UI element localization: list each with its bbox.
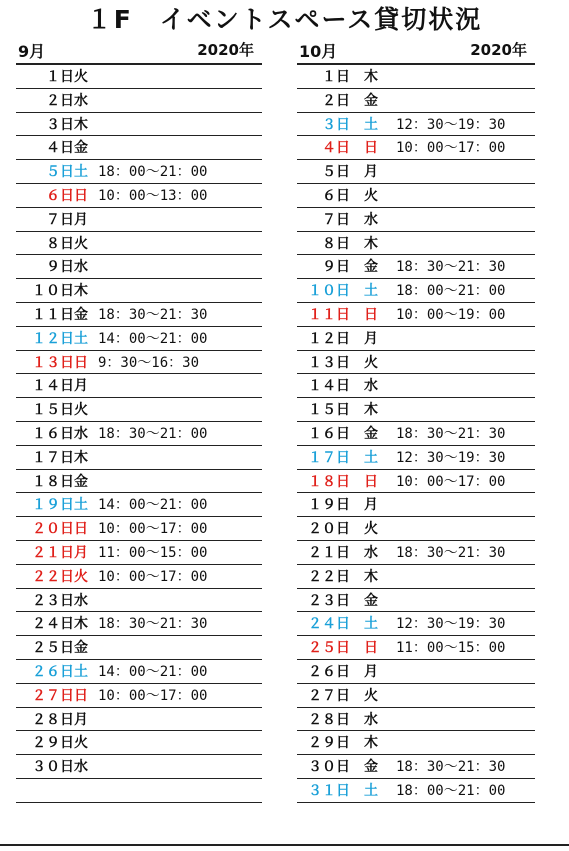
- weekday-label: 金: [364, 592, 378, 609]
- day-label: １７日: [32, 449, 74, 466]
- september-rows: [16, 65, 262, 803]
- weekday-label: 金: [74, 473, 88, 490]
- day-label: ７日: [322, 211, 350, 228]
- time-range: 9：30～16：30: [98, 354, 200, 371]
- time-range: 12：30～19：30: [396, 616, 506, 633]
- weekday-label: 木: [74, 116, 88, 133]
- month-label: 9月: [18, 42, 46, 61]
- weekday-label: 金: [74, 640, 88, 657]
- day-label: ３日: [322, 116, 350, 133]
- weekday-label: 土: [364, 116, 378, 133]
- day-label: ３１日: [308, 782, 350, 799]
- weekday-label: 木: [74, 449, 88, 466]
- weekday-label: 土: [364, 449, 378, 466]
- september-column: [16, 40, 262, 803]
- day-label: ２日: [322, 92, 350, 109]
- weekday-label: 土: [364, 782, 378, 799]
- day-row: [16, 113, 262, 137]
- day-label: １５日: [32, 402, 74, 419]
- weekday-label: 火: [364, 687, 378, 704]
- day-row: [16, 636, 262, 660]
- day-label: １２日: [308, 330, 350, 347]
- october-header: [297, 40, 535, 65]
- time-range: 10：00～17：00: [98, 521, 208, 538]
- day-label: ２６日: [32, 663, 74, 680]
- day-row: [297, 731, 535, 755]
- day-label: ８日: [322, 235, 350, 252]
- time-range: 11：00～15：00: [98, 544, 208, 561]
- time-range: 18：00～21：00: [98, 164, 208, 181]
- day-row: [16, 208, 262, 232]
- day-label: ２８日: [308, 711, 350, 728]
- weekday-label: 月: [74, 544, 88, 561]
- weekday-label: 金: [364, 425, 378, 442]
- day-row: [297, 422, 535, 446]
- weekday-label: 日: [364, 306, 378, 323]
- day-label: ２日: [46, 92, 74, 109]
- day-label: ２８日: [32, 711, 74, 728]
- time-range: 10：00～19：00: [396, 306, 506, 323]
- day-row: [16, 517, 262, 541]
- weekday-label: 金: [74, 140, 88, 157]
- day-row: [16, 160, 262, 184]
- day-label: １０日: [32, 283, 74, 300]
- time-range: 18：30～21：30: [98, 306, 208, 323]
- weekday-label: 水: [74, 425, 88, 442]
- time-range: 18：30～21：30: [396, 759, 506, 776]
- day-row: [16, 755, 262, 779]
- weekday-label: 土: [74, 164, 88, 181]
- september-header: [16, 40, 262, 65]
- day-row: [297, 708, 535, 732]
- weekday-label: 日: [364, 640, 378, 657]
- weekday-label: 月: [74, 211, 88, 228]
- weekday-label: 土: [74, 497, 88, 514]
- month-label: 10月: [299, 42, 338, 61]
- day-row: [16, 612, 262, 636]
- day-row: [297, 351, 535, 375]
- weekday-label: 日: [364, 473, 378, 490]
- day-row: [16, 684, 262, 708]
- day-row: [297, 517, 535, 541]
- weekday-label: 火: [74, 402, 88, 419]
- day-row: [16, 136, 262, 160]
- day-row: [16, 446, 262, 470]
- day-row: [297, 89, 535, 113]
- weekday-label: 日: [74, 187, 88, 204]
- weekday-label: 金: [364, 259, 378, 276]
- day-label: １３日: [32, 354, 74, 371]
- weekday-label: 水: [74, 92, 88, 109]
- day-label: ２０日: [308, 521, 350, 538]
- day-row: [297, 636, 535, 660]
- day-label: ２１日: [32, 544, 74, 561]
- day-row: [297, 589, 535, 613]
- day-label: ７日: [46, 211, 74, 228]
- weekday-label: 土: [364, 616, 378, 633]
- time-range: 12：30～19：30: [396, 116, 506, 133]
- day-label: ４日: [322, 140, 350, 157]
- day-label: １６日: [308, 425, 350, 442]
- day-label: ３日: [46, 116, 74, 133]
- day-label: １２日: [32, 330, 74, 347]
- weekday-label: 木: [364, 568, 378, 585]
- time-range: 14：00～21：00: [98, 663, 208, 680]
- weekday-label: 月: [364, 497, 378, 514]
- weekday-label: 日: [74, 521, 88, 538]
- weekday-label: 月: [74, 378, 88, 395]
- weekday-label: 木: [74, 283, 88, 300]
- time-range: 18：30～21：30: [98, 616, 208, 633]
- day-label: ９日: [46, 259, 74, 276]
- day-row: [297, 327, 535, 351]
- page-title: １F イベントスペース貸切状況: [86, 5, 483, 34]
- day-row: [297, 113, 535, 137]
- time-range: 10：00～17：00: [396, 140, 506, 157]
- day-row: [297, 684, 535, 708]
- day-row: [16, 89, 262, 113]
- day-label: ３０日: [308, 759, 350, 776]
- day-label: ６日: [46, 187, 74, 204]
- day-row: [16, 660, 262, 684]
- weekday-label: 水: [364, 711, 378, 728]
- day-row: [16, 708, 262, 732]
- day-label: ２２日: [32, 568, 74, 585]
- day-row: [16, 493, 262, 517]
- day-row: [297, 303, 535, 327]
- weekday-label: 水: [74, 759, 88, 776]
- day-label: １８日: [308, 473, 350, 490]
- day-row: [297, 612, 535, 636]
- day-label: ８日: [46, 235, 74, 252]
- day-label: １４日: [32, 378, 74, 395]
- day-label: ２３日: [308, 592, 350, 609]
- weekday-label: 火: [74, 735, 88, 752]
- day-row: [16, 327, 262, 351]
- bottom-divider: [0, 844, 569, 846]
- day-label: ２９日: [308, 735, 350, 752]
- day-label: １３日: [308, 354, 350, 371]
- weekday-label: 月: [364, 663, 378, 680]
- day-label: ２４日: [32, 616, 74, 633]
- weekday-label: 水: [364, 211, 378, 228]
- day-row: [297, 184, 535, 208]
- day-row: [16, 279, 262, 303]
- weekday-label: 木: [364, 402, 378, 419]
- weekday-label: 水: [74, 259, 88, 276]
- day-label: １１日: [308, 306, 350, 323]
- weekday-label: 木: [364, 735, 378, 752]
- time-range: 10：00～17：00: [98, 687, 208, 704]
- day-label: ２３日: [32, 592, 74, 609]
- day-row: [297, 779, 535, 803]
- day-label: ２６日: [308, 663, 350, 680]
- day-label: ２２日: [308, 568, 350, 585]
- weekday-label: 日: [364, 140, 378, 157]
- day-row: [297, 470, 535, 494]
- day-label: １６日: [32, 425, 74, 442]
- time-range: 18：30～21：30: [396, 259, 506, 276]
- day-row: [16, 65, 262, 89]
- time-range: 14：00～21：00: [98, 330, 208, 347]
- day-row: [297, 755, 535, 779]
- weekday-label: 火: [364, 354, 378, 371]
- day-label: １９日: [32, 497, 74, 514]
- weekday-label: 火: [74, 235, 88, 252]
- weekday-label: 日: [74, 687, 88, 704]
- day-label: ２０日: [32, 521, 74, 538]
- day-label: ５日: [46, 164, 74, 181]
- day-row: [297, 232, 535, 256]
- day-label: ９日: [322, 259, 350, 276]
- weekday-label: 月: [74, 711, 88, 728]
- day-label: ２４日: [308, 616, 350, 633]
- day-label: １０日: [308, 283, 350, 300]
- day-label: １８日: [32, 473, 74, 490]
- weekday-label: 火: [364, 187, 378, 204]
- day-row: [297, 136, 535, 160]
- weekday-label: 木: [74, 616, 88, 633]
- day-label: ２５日: [308, 640, 350, 657]
- weekday-label: 土: [74, 663, 88, 680]
- day-row: [16, 731, 262, 755]
- day-row: [297, 65, 535, 89]
- time-range: 18：30～21：00: [98, 425, 208, 442]
- day-label: １４日: [308, 378, 350, 395]
- weekday-label: 火: [74, 568, 88, 585]
- weekday-label: 水: [364, 378, 378, 395]
- day-label: ３０日: [32, 759, 74, 776]
- day-label: ６日: [322, 187, 350, 204]
- day-row: [297, 255, 535, 279]
- weekday-label: 木: [364, 235, 378, 252]
- time-range: 12：30～19：30: [396, 449, 506, 466]
- weekday-label: 火: [364, 521, 378, 538]
- day-label: ２５日: [32, 640, 74, 657]
- time-range: 18：30～21：30: [396, 544, 506, 561]
- year-label: 2020年: [470, 41, 527, 59]
- day-label: ２７日: [308, 687, 350, 704]
- day-row: [297, 660, 535, 684]
- day-label: １日: [322, 69, 350, 85]
- weekday-label: 水: [364, 544, 378, 561]
- day-row: [297, 374, 535, 398]
- day-row: [297, 398, 535, 422]
- weekday-label: 火: [74, 69, 88, 85]
- day-row: [16, 779, 262, 803]
- day-row: [16, 470, 262, 494]
- time-range: 18：30～21：30: [396, 425, 506, 442]
- day-row: [297, 279, 535, 303]
- weekday-label: 土: [364, 283, 378, 300]
- october-rows: [297, 65, 535, 803]
- weekday-label: 土: [74, 330, 88, 347]
- day-row: [16, 255, 262, 279]
- day-label: １１日: [32, 306, 74, 323]
- day-row: [16, 184, 262, 208]
- day-row: [297, 541, 535, 565]
- day-row: [16, 422, 262, 446]
- day-label: １５日: [308, 402, 350, 419]
- day-row: [16, 232, 262, 256]
- weekday-label: 木: [364, 69, 378, 85]
- day-row: [297, 160, 535, 184]
- year-label: 2020年: [197, 41, 254, 59]
- time-range: 14：00～21：00: [98, 497, 208, 514]
- weekday-label: 水: [74, 592, 88, 609]
- weekday-label: 金: [364, 92, 378, 109]
- day-label: １９日: [308, 497, 350, 514]
- time-range: 18：00～21：00: [396, 283, 506, 300]
- day-row: [297, 493, 535, 517]
- time-range: 10：00～17：00: [98, 568, 208, 585]
- weekday-label: 月: [364, 164, 378, 181]
- time-range: 18：00～21：00: [396, 782, 506, 799]
- day-row: [297, 208, 535, 232]
- weekday-label: 金: [74, 306, 88, 323]
- time-range: 11：00～15：00: [396, 640, 506, 657]
- october-column: [297, 40, 535, 803]
- day-row: [16, 589, 262, 613]
- day-label: ２１日: [308, 544, 350, 561]
- day-row: [16, 351, 262, 375]
- day-row: [16, 303, 262, 327]
- time-range: 10：00～13：00: [98, 187, 208, 204]
- day-row: [16, 374, 262, 398]
- day-row: [297, 446, 535, 470]
- day-row: [297, 565, 535, 589]
- time-range: 10：00～17：00: [396, 473, 506, 490]
- weekday-label: 金: [364, 759, 378, 776]
- weekday-label: 日: [74, 354, 88, 371]
- day-label: ４日: [46, 140, 74, 157]
- day-label: ２７日: [32, 687, 74, 704]
- day-row: [16, 565, 262, 589]
- day-row: [16, 398, 262, 422]
- day-label: ２９日: [32, 735, 74, 752]
- weekday-label: 月: [364, 330, 378, 347]
- day-row: [16, 541, 262, 565]
- day-label: １７日: [308, 449, 350, 466]
- day-label: １日: [46, 69, 74, 85]
- day-label: ５日: [322, 164, 350, 181]
